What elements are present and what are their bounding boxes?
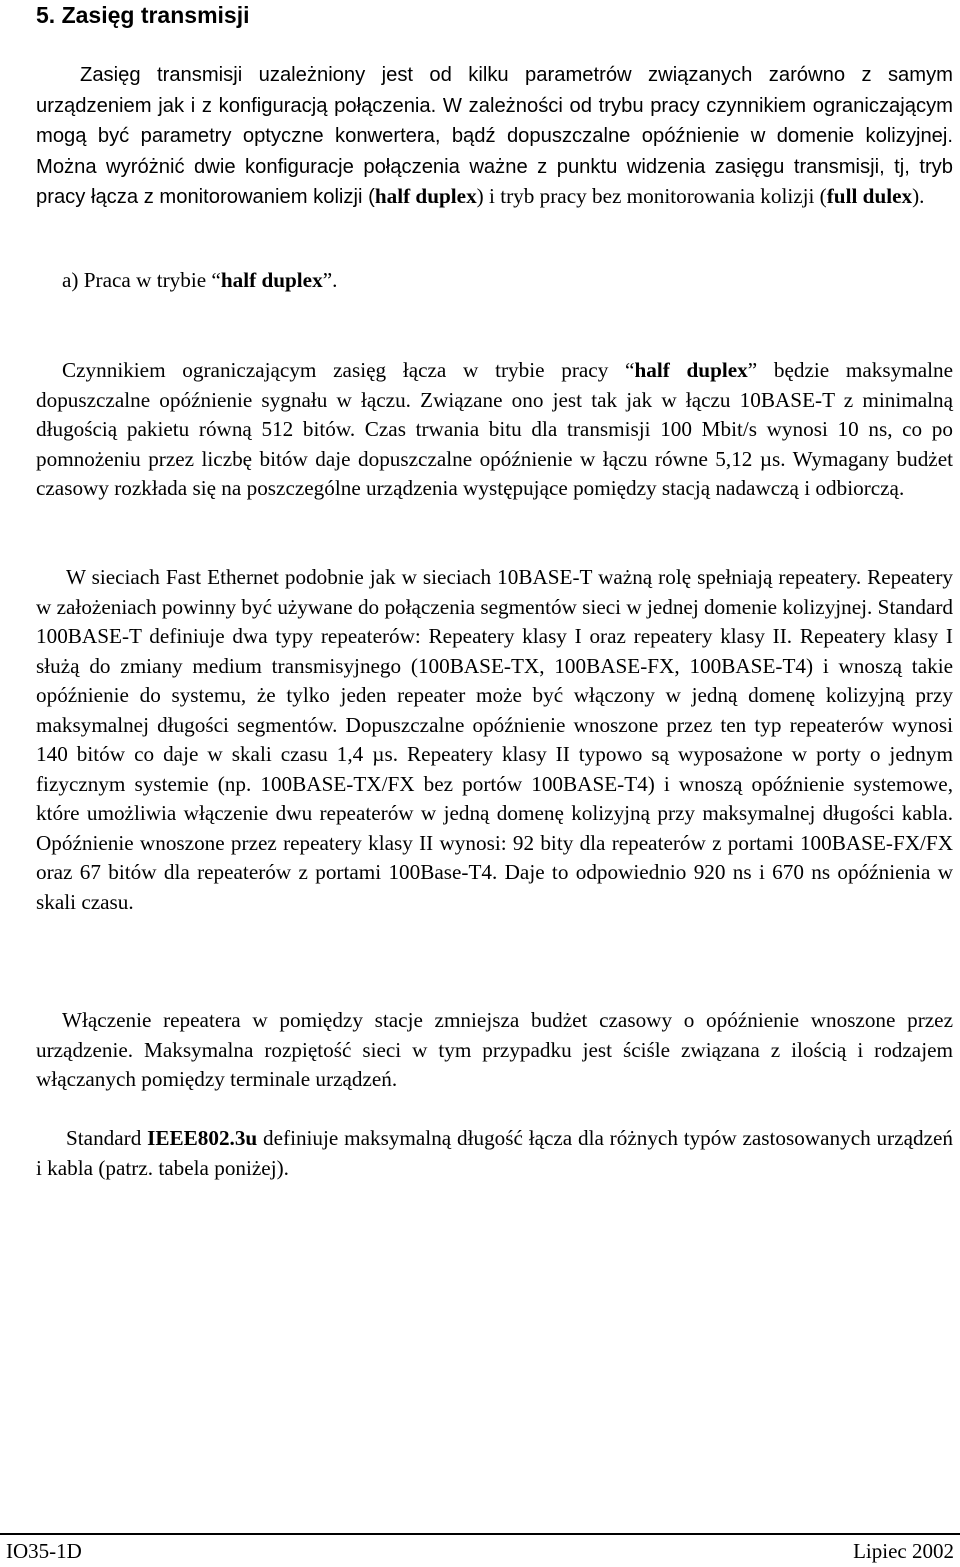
section-heading: 5. Zasięg transmisji xyxy=(36,2,250,28)
half-duplex-text-after: ” będzie maksymalne dopuszczalne opóźnienie sygnału w łączu. Związane ono jest tak jak w łączu 10BASE-T z minimalną długością pakietu równą 512 bitów. Czas trwania bitu dla transmisji 100 Mbit/s wynosi 10 ns, co po pomnożeniu przez liczbę bitów daje dopuszczalne opóźnienie w łączu równe 5,12 µs. Wymagany budżet czasowy rozkłada się na poszczególne urządzenia występujące pomiędzy stacją nadawczą i odbiorczą. xyxy=(36,358,953,500)
standard-name: IEEE802.3u xyxy=(147,1126,258,1150)
half-duplex-text-before: Czynnikiem ograniczającym zasięg łącza w trybie pracy “ xyxy=(62,358,635,382)
paragraph-repeaters: W sieciach Fast Ethernet podobnie jak w sieciach 10BASE-T ważną rolę spełniają repeatery. Repeatery w założeniach powinny być używane do połączenia segmentów sieci w jednej domenie kolizyjnej. Standard 100BASE-T definiuje dwa typy repeaterów: Repeatery klasy I oraz repeatery klasy II. Repeatery klasy I służą do zmiany medium transmisyjnego (100BASE-TX, 100BASE-FX, 100BASE-T4) i wnoszą takie opóźnienie do systemu, że tylko jeden repeater może być włączony w jedną domenę kolizyjną przy maksymalnej długości segmentów. Dopuszczalne opóźnienie wnoszone przez ten typ repeaterów wynosi 140 bitów co daje w skali czasu 1,4 µs. Repeatery klasy II typowo są wyposażone w porty o jednym fizycznym systemie (np. 100BASE-TX/FX bez portów 100BASE-T4) i wnoszą opóźnienie systemowe, które umożliwia włączenie dwu repeaterów w jedną domenę kolizyjną przy maksymalnej długości kabla. Opóźnienie wnoszone przez repeatery klasy II wynosi: 92 bity dla repeaterów z portami 100BASE-FX/FX oraz 67 bitów dla repeaterów z portami 100Base-T4. Daje to odpowiednio 920 ns i 670 ns opóźnienia w skali czasu. xyxy=(36,565,953,914)
paragraph-intro xyxy=(36,60,953,213)
subsection-heading-prefix: a) Praca w trybie “ xyxy=(62,268,221,292)
paragraph-budget: Włączenie repeatera w pomiędzy stacje zmniejsza budżet czasowy o opóźnienie wnoszone przez urządzenie. Maksymalna rozpiętość sieci w tym przypadku jest ściśle związana z ilością i rodzajem włączanych pomiędzy terminale urządzeń. xyxy=(36,1008,953,1091)
term-full-dulex: full dulex xyxy=(826,184,913,208)
intro-text: Zasięg transmisji uzależniony jest od kilku parametrów związanych zarówno z samym urządzeniem jak i z konfiguracją połączenia. W zależności od trybu pracy czynnikiem ograniczającym mogą być parametry optyczne konwertera, bądź dopuszczalne opóźnienie w domenie kolizyjnej. Można wyróżnić dwie konfiguracje połączenia ważne z punktu widzenia zasięgu transmisji, tj, tryb pracy łącza z monitorowaniem kolizji ( xyxy=(36,64,953,208)
standard-text-before: Standard xyxy=(66,1126,148,1150)
subsection-heading-suffix: ”. xyxy=(322,268,338,292)
intro-end-text: ). xyxy=(912,184,925,208)
half-duplex-term: half duplex xyxy=(634,358,748,382)
intro-middle-text: ) i tryb pracy bez monitorowania kolizji ( xyxy=(476,184,827,208)
footer-date: Lipiec 2002 xyxy=(853,1539,954,1563)
standard-text-after: definiuje maksymalną długość łącza dla różnych typów zastosowanych urządzeń i kabla (patrz. tabela poniżej). xyxy=(36,1126,953,1180)
footer-document-id: IO35-1D xyxy=(6,1539,82,1563)
paragraph-standard xyxy=(36,1124,953,1183)
paragraph-half-duplex xyxy=(36,356,953,504)
subsection-heading-term: half duplex xyxy=(220,268,323,292)
page-footer xyxy=(0,1533,960,1567)
subsection-heading xyxy=(62,265,337,295)
term-half-duplex: half duplex xyxy=(374,184,477,208)
